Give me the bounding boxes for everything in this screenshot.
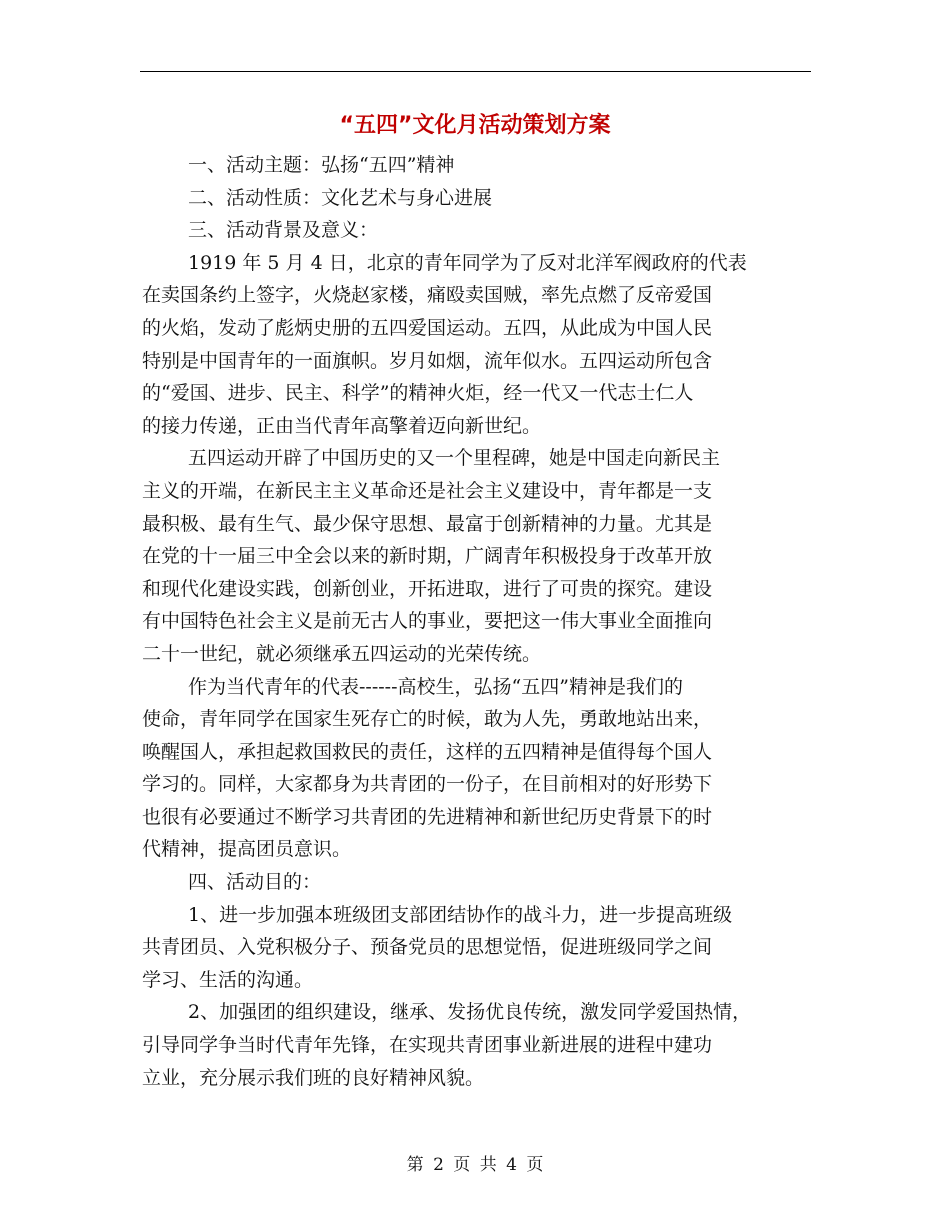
text-line: 最积极、最有生气、最少保守思想、最富于创新精神的力量。尤其是 (142, 512, 713, 535)
text-line: 唤醒国人，承担起救国救民的责任，这样的五四精神是值得每个国人 (142, 740, 713, 763)
text-line: 1919 年 5 月 4 日，北京的青年同学为了反对北洋军阀政府的代表 (188, 251, 747, 274)
text-line: 有中国特色社会主义是前无古人的事业，要把这一伟大事业全面推向 (142, 610, 713, 633)
text-line: 二十一世纪，就必须继承五四运动的光荣传统。 (142, 642, 542, 665)
document-body (142, 149, 822, 1094)
text-line: 使命，青年同学在国家生死存亡的时候，敢为人先，勇敢地站出来， (142, 708, 713, 731)
text-line: 主义的开端，在新民主主义革命还是社会主义建设中，青年都是一支 (142, 479, 713, 502)
text-line: 特别是中国青年的一面旗帜。岁月如烟，流年似水。五四运动所包含 (142, 349, 713, 372)
text-line: 和现代化建设实践，创新创业，开拓进取，进行了可贵的探究。建设 (142, 577, 713, 600)
text-line: 也很有必要通过不断学习共青团的先进精神和新世纪历史背景下的时 (142, 805, 713, 828)
text-line: 在卖国条约上签字，火烧赵家楼，痛殴卖国贼，率先点燃了反帝爱国 (142, 284, 713, 307)
text-line: 代精神，提高团员意识。 (142, 838, 352, 861)
text-line: 立业，充分展示我们班的良好精神风貌。 (142, 1066, 485, 1089)
text-line: 引导同学争当时代青年先锋，在实现共青团事业新进展的进程中建功 (142, 1034, 713, 1057)
document-title: “五四”文化月活动策划方案 (339, 113, 611, 138)
text-line: 学习、生活的沟通。 (142, 968, 314, 991)
text-line: 三、活动背景及意义： (188, 219, 379, 242)
header-rule (140, 71, 811, 72)
text-line: 的“爱国、进步、民主、科学”的精神火炬，经一代又一代志士仁人 (142, 382, 694, 405)
text-line: 的火焰，发动了彪炳史册的五四爱国运动。五四，从此成为中国人民 (142, 316, 713, 339)
text-line: 学习的。同样，大家都身为共青团的一份子，在目前相对的好形势下 (142, 773, 713, 796)
text-line: 五四运动开辟了中国历史的又一个里程碑，她是中国走向新民主 (188, 447, 721, 470)
text-line: 在党的十一届三中全会以来的新时期，广阔青年积极投身于改革开放 (142, 545, 713, 568)
text-line: 共青团员、入党积极分子、预备党员的思想觉悟，促进班级同学之间 (142, 936, 713, 959)
text-line: 二、活动性质：文化艺术与身心进展 (188, 186, 493, 209)
text-line: 作为当代青年的代表------高校生，弘扬“五四”精神是我们的 (188, 675, 683, 698)
text-line: 四、活动目的： (188, 871, 322, 894)
text-line: 1、进一步加强本班级团支部团结协作的战斗力，进一步提高班级 (188, 903, 733, 926)
page-footer: 第 2 页 共 4 页 (406, 1155, 544, 1175)
text-line: 的接力传递，正由当代青年高擎着迈向新世纪。 (142, 414, 542, 437)
text-line: 一、活动主题：弘扬“五四”精神 (188, 154, 455, 176)
text-line: 2、加强团的组织建设，继承、发扬优良传统，激发同学爱国热情， (188, 1001, 752, 1024)
